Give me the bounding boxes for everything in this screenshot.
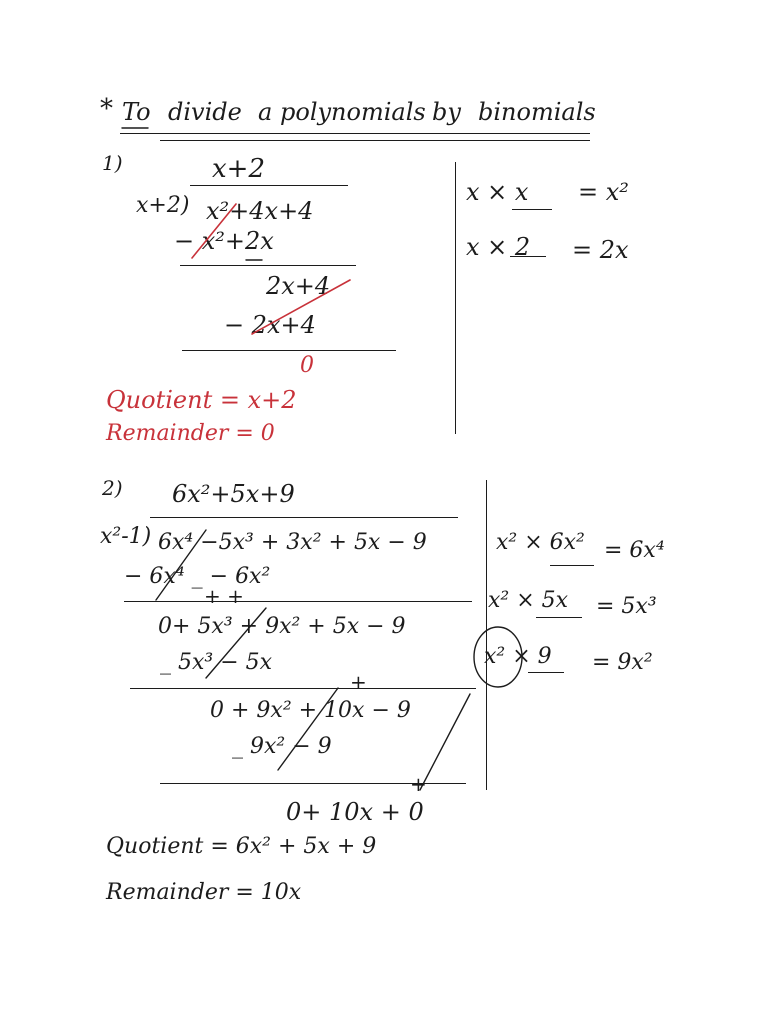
problem1-dividend: x²+4x+4	[206, 197, 314, 225]
problem2-side-underline-1	[550, 565, 594, 566]
heading-underline	[120, 133, 590, 134]
problem2-side-row2-left: x² × 5x	[488, 588, 569, 613]
problem1-number: 1)	[102, 151, 123, 175]
problem1-side-row1-left: x × x	[466, 178, 529, 206]
problem1-step1-result: 2x+4	[266, 272, 331, 300]
problem2-side-row3-right: = 9x²	[592, 650, 653, 675]
problem2-final: 0+ 10x + 0	[286, 798, 424, 826]
heading-word-binomials: binomials	[478, 98, 596, 126]
heading-star: *	[100, 94, 113, 124]
heading-word-polynomials: polynomials	[280, 98, 426, 126]
problem1-side-row2-left: x × 2	[466, 233, 531, 261]
problem2-step1-signs: + +	[204, 584, 244, 608]
problem2-side-underline-2	[536, 617, 582, 618]
problem2-quotient-line: 6x²+5x+9	[172, 480, 295, 508]
problem2-dividend: 6x⁴ −5x³ + 3x² + 5x − 9	[158, 530, 427, 555]
problem2-side-row2-right: = 5x³	[596, 594, 657, 619]
problem2-step1-rule	[124, 601, 472, 602]
problem2-remainder: Remainder = 10x	[106, 880, 302, 905]
problem2-step3-sub: _ 9x² − 9	[232, 734, 332, 759]
problem1-side-row2-right: = 2x	[572, 236, 629, 264]
problem2-number: 2)	[102, 476, 123, 500]
problem1-step2-rule	[182, 350, 396, 351]
problem1-side-underline-2	[510, 256, 546, 257]
problem2-step3-rule	[160, 783, 466, 784]
heading-word-divide: divide	[168, 98, 242, 126]
problem1-step1-sub: − x²+2x	[174, 227, 274, 255]
problem1-divisor: x+2)	[136, 193, 190, 218]
problem2-side-row1-right: = 6x⁴	[604, 538, 665, 563]
problem1-step1-rule	[180, 265, 356, 266]
heading-underline-2	[160, 140, 590, 141]
problem2-side-divider	[486, 480, 487, 790]
problem1-quotient: Quotient = x+2	[106, 386, 297, 414]
problem2-step1-result: 0+ 5x³ + 9x² + 5x − 9	[158, 614, 406, 639]
problem1-side-divider	[455, 162, 456, 434]
problem2-side-underline-3	[528, 672, 564, 673]
problem2-side-row3-left: x² × 9	[484, 644, 552, 669]
problem2-division-bar	[150, 517, 458, 518]
problem2-divisor: x²-1)	[100, 524, 152, 549]
problem2-step1-sub: − 6x⁴ _ − 6x²	[124, 564, 271, 589]
problem2-step3-signs: +	[410, 772, 427, 796]
problem2-step2-signs: +	[350, 670, 367, 694]
heading-word-by: by	[432, 98, 461, 126]
problem2-cancel-stroke-4	[420, 694, 470, 790]
problem1-quotient-line: x+2	[212, 154, 265, 184]
problem1-remainder-value: 0	[300, 353, 314, 378]
problem2-step2-rule	[130, 688, 476, 689]
heading-word-a: a	[258, 98, 273, 126]
problem2-step2-sub: _ 5x³ − 5x	[160, 650, 273, 675]
problem2-side-row1-left: x² × 6x²	[496, 530, 585, 555]
heading-word-to: To	[122, 98, 151, 126]
problem1-side-row1-right: = x²	[578, 178, 629, 206]
problem2-quotient: Quotient = 6x² + 5x + 9	[106, 834, 377, 859]
problem1-step2-sub: − 2x+4	[224, 311, 316, 339]
problem2-step2-result: 0 + 9x² + 10x − 9	[210, 698, 411, 723]
problem1-side-underline-1	[512, 209, 552, 210]
problem1-division-bar	[190, 185, 348, 186]
problem1-remainder: Remainder = 0	[106, 421, 275, 446]
